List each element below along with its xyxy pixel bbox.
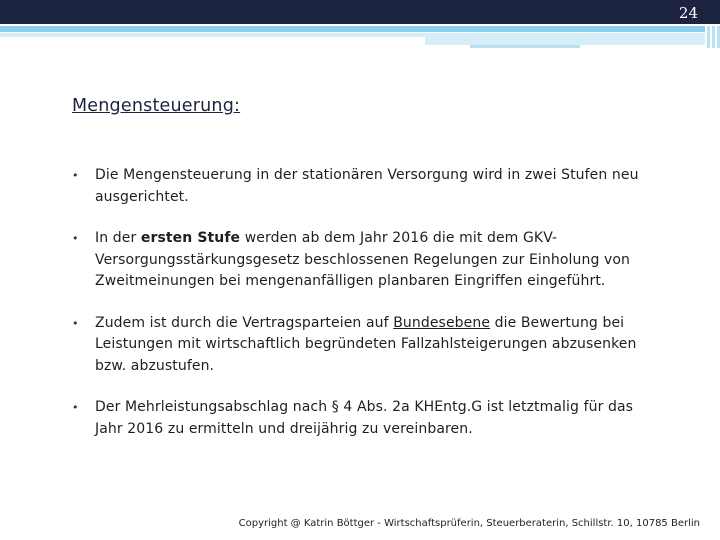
footer-copyright: Copyright @ Katrin Böttger - Wirtschaftsprüferin, Steuerberaterin, Schillstr. 10, 10785 Berlin [238,518,700,529]
bullet-text-underlined: Bundesebene [393,314,491,331]
bullet-marker: • [72,169,79,182]
bullet-item [72,397,672,440]
side-bar [712,26,715,48]
side-bar [707,26,710,48]
bullet-text-pre: In der [95,230,141,246]
bullet-item [72,228,672,293]
header-rule-pale-left [0,33,425,37]
header-side-bars [707,26,720,48]
bullet-text-post: die Bewertung bei Leistungen mit wirtschaftlich begründeten Fallzahlsteigerungen abzusenken bzw. abzustufen. [95,314,637,374]
page-number: 24 [678,4,698,22]
slide-title: Mengensteuerung: [72,96,241,116]
bullet-text: Die Mengensteuerung in der stationären Versorgung wird in zwei Stufen neu ausgerichtet. [95,167,639,205]
bullet-marker: • [72,401,79,414]
bullet-text [95,228,660,293]
bullet-text-post: werden ab dem Jahr 2016 die mit dem GKV-Versorgungsstärkungsgesetz beschlossenen Regelungen zur Einholung von Zweitmeinungen bei mengenanfälligen planbaren Eingriffen eingeführt. [95,230,631,289]
header-rule-pale-right [425,33,705,45]
bullet-text: Der Mehrleistungsabschlag nach § 4 Abs. 2a KHEntg.G ist letztmalig für das Jahr 2016 zu ermitteln und dreijährig zu vereinbaren. [95,399,634,437]
bullet-list [72,165,672,460]
bullet-item [72,313,672,378]
bullet-item [72,165,672,208]
header-rule-light [0,26,705,32]
bullet-text-pre: Zudem ist durch die Vertragsparteien auf [95,314,394,331]
bullet-text-bold: ersten Stufe [140,230,241,246]
header-rule-accent [470,45,580,48]
header-band [0,0,720,24]
bullet-text [95,313,660,378]
bullet-marker: • [72,232,79,245]
bullet-marker: • [72,316,79,330]
